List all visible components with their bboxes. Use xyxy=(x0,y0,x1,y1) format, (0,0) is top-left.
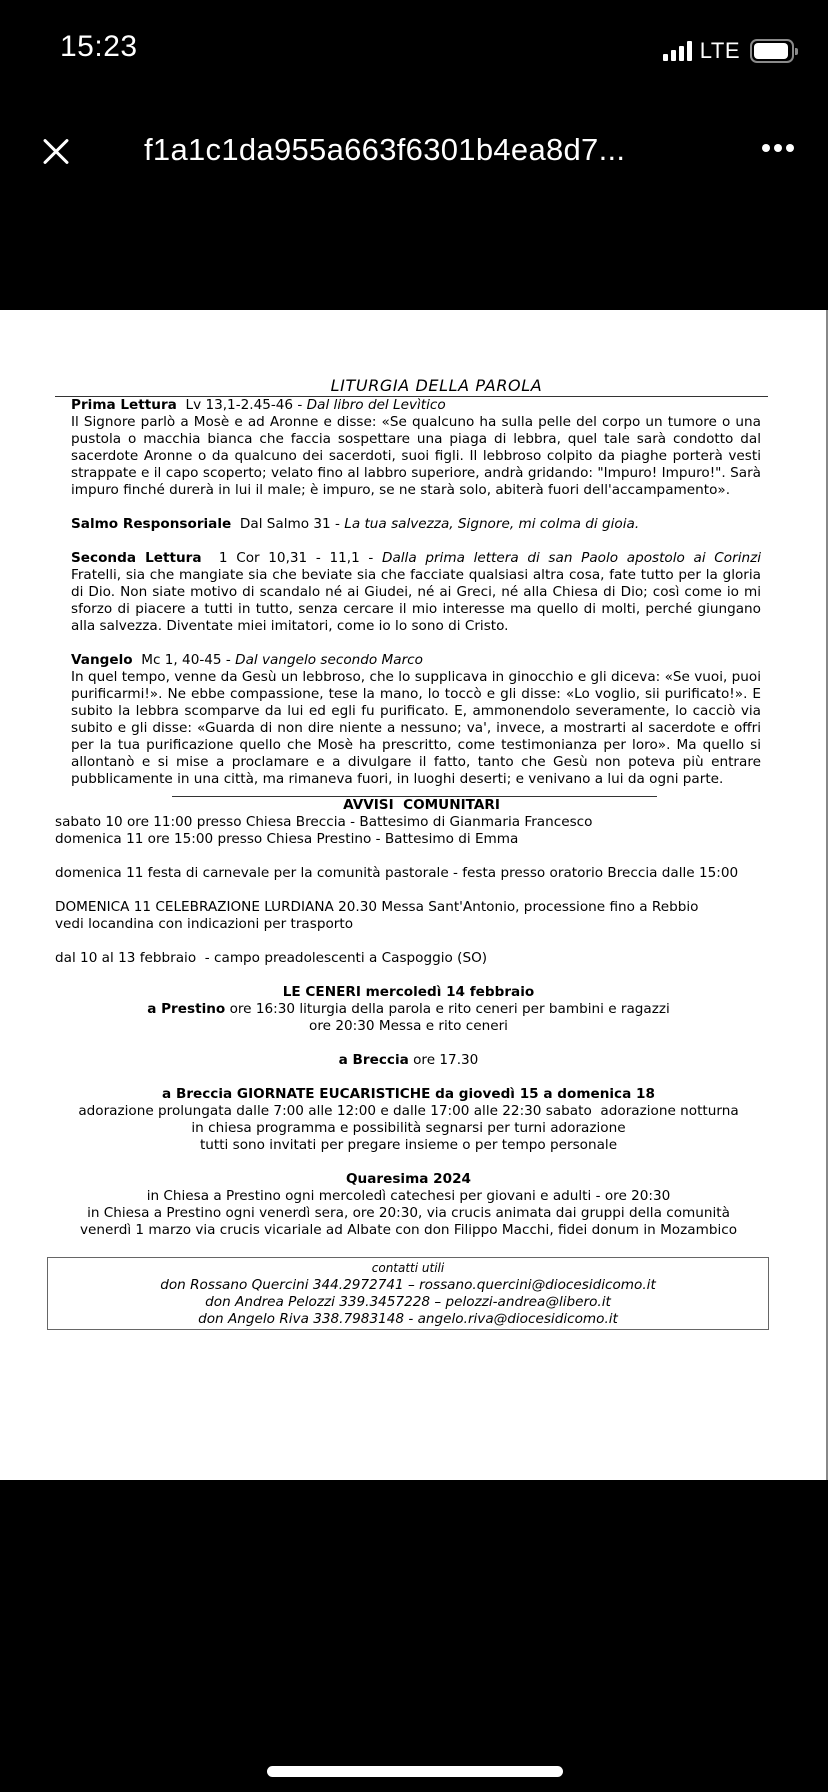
contact-line: don Andrea Pelozzi 339.3457228 – pelozzi-andrea@libero.it xyxy=(205,1294,611,1310)
home-indicator[interactable] xyxy=(267,1766,563,1777)
status-indicators xyxy=(663,38,794,64)
reading-text: Il Signore parlò a Mosè e ad Aronne e disse: «Se qualcuno ha sulla pelle del corpo un tumore o una pustola o macchia bianca che faccia sospettare una piaga di lebbra, quel tale sarà condotto dal sacerdote Aronne o da qualcuno dei sacerdoti, suoi figli. Il lebbroso colpito da piaghe porterà vesti strappate e il capo scoperto; velato fino al labbro superiore, andrà gridando: "Impuro! Impuro!". Sarà impuro finché durerà in lui il male; è impuro, se ne starà solo, abiterà fuori dell'accampamento». xyxy=(71,414,761,498)
status-bar xyxy=(0,0,828,100)
reading-source: Dal libro del Levìtico xyxy=(306,397,446,413)
reading-label: Salmo Responsoriale xyxy=(71,516,232,532)
quaresima-section xyxy=(55,1171,762,1239)
notices-list xyxy=(55,814,762,1330)
close-icon[interactable] xyxy=(36,132,76,172)
network-type: LTE xyxy=(699,38,740,63)
reading-second xyxy=(71,550,761,635)
contacts-box xyxy=(47,1257,769,1330)
contact-line: don Rossano Quercini 344.2972741 – rossano.quercini@diocesidicomo.it xyxy=(160,1277,656,1293)
notice-line: dal 10 al 13 febbraio - campo preadolescenti a Caspoggio (SO) xyxy=(55,950,488,966)
event-text: tutti sono invitati per pregare insieme o per tempo personale xyxy=(199,1137,618,1153)
event-text: in Chiesa a Prestino ogni mercoledì catechesi per giovani e adulti - ore 20:30 xyxy=(146,1188,671,1204)
reading-first xyxy=(71,397,761,499)
reading-gospel xyxy=(71,652,761,788)
section-title: Quaresima 2024 xyxy=(346,1171,471,1187)
event-text: adorazione prolungata dalle 7:00 alle 12:00 e dalle 17:00 alle 22:30 sabato adorazione notturna xyxy=(78,1103,739,1119)
section-title: LE CENERI mercoledì 14 febbraio xyxy=(282,984,535,1000)
location-label: a Prestino xyxy=(147,1001,226,1017)
reading-text: In quel tempo, venne da Gesù un lebbroso, che lo supplicava in ginocchio e gli diceva: «Se vuoi, puoi purificarmi!». Ne ebbe compassione, tese la mano, lo toccò e gli disse: «Lo voglio, sii purificato!». E subito la lebbra scomparve da lui ed egli fu purificato. E, ammonendolo severamente, lo cacciò via subito e gli disse: «Guarda di non dire niente a nessuno; va', invece, a mostrarti al sacerdote e offri per la tua purificazione quello che Mosè ha prescritto, come testimonianza per loro». Ma quello si allontanò e si mise a proclamare e a divulgare il fatto, tanto che Gesù non poteva più entrare pubblicamente in una città, ma rimaneva fuori, in luoghi deserti; e venivano a lui da ogni parte. xyxy=(71,669,761,787)
battery-icon xyxy=(750,39,794,63)
notice-line: DOMENICA 11 CELEBRAZIONE LURDIANA 20.30 Messa Sant'Antonio, processione fino a Rebbio xyxy=(55,899,699,915)
reading-source: La tua salvezza, Signore, mi colma di gioia. xyxy=(344,516,640,532)
status-time: 15:23 xyxy=(60,30,138,63)
signal-bars-icon xyxy=(663,41,692,61)
reading-ref: Lv 13,1-2.45-46 - xyxy=(185,397,307,413)
contacts-label: contatti utili xyxy=(371,1261,445,1275)
more-icon[interactable] xyxy=(762,144,794,152)
event-text: ore 16:30 liturgia della parola e rito ceneri per bambini e ragazzi xyxy=(225,1001,670,1017)
notice-line: domenica 11 festa di carnevale per la comunità pastorale - festa presso oratorio Breccia dalle 15:00 xyxy=(55,865,739,881)
reading-ref: Mc 1, 40-45 - xyxy=(141,652,236,668)
reading-text: Fratelli, sia che mangiate sia che beviate sia che facciate qualsiasi altra cosa, fate tutto per la gloria di Dio. Non siate motivo di scandalo né ai Giudei, né ai Greci, né alla Chiesa di Dio; così come io mi sforzo di piacere a tutti in tutto, senza cercare il mio interesse ma quello di molti, perché giungano alla salvezza. Diventate miei imitatori, come io lo sono di Cristo. xyxy=(71,567,761,634)
notice-line: sabato 10 ore 11:00 presso Chiesa Breccia - Battesimo di Gianmaria Francesco xyxy=(55,814,593,830)
ceneri-section xyxy=(55,984,762,1069)
location-label: a Breccia xyxy=(338,1052,409,1068)
event-text: venerdì 1 marzo via crucis vicariale ad Albate con don Filippo Macchi, fidei donum in Mozambico xyxy=(79,1222,738,1238)
reading-source: Dalla prima lettera di san Paolo apostolo ai Corinzi xyxy=(381,550,762,566)
reading-psalm xyxy=(71,516,761,533)
notice-line: domenica 11 ore 15:00 presso Chiesa Prestino - Battesimo di Emma xyxy=(55,831,519,847)
document-title: f1a1c1da955a663f6301b4ea8d7... xyxy=(144,132,626,167)
event-text: in chiesa programma e possibilità segnarsi per turni adorazione xyxy=(191,1120,626,1136)
reading-label: Vangelo xyxy=(71,652,133,668)
document-content xyxy=(55,376,770,1330)
avvisi-title: AVVISI COMUNITARI xyxy=(343,797,500,813)
page-heading: LITURGIA DELLA PAROLA xyxy=(330,376,543,395)
event-text: ore 17.30 xyxy=(408,1052,479,1068)
reading-source: Dal vangelo secondo Marco xyxy=(235,652,423,668)
section-title: a Breccia GIORNATE EUCARISTICHE da giovedì 15 a domenica 18 xyxy=(162,1086,655,1102)
document-page[interactable] xyxy=(0,310,828,1480)
reading-ref: Dal Salmo 31 - xyxy=(239,516,345,532)
reading-ref: 1 Cor 10,31 - 11,1 - xyxy=(218,550,382,566)
eucaristiche-section xyxy=(55,1086,762,1154)
event-text: in Chiesa a Prestino ogni venerdì sera, ore 20:30, via crucis animata dai gruppi della comunità xyxy=(87,1205,730,1221)
contact-line: don Angelo Riva 338.7983148 - angelo.riva@diocesidicomo.it xyxy=(198,1311,618,1327)
notice-line: vedi locandina con indicazioni per trasporto xyxy=(55,916,354,932)
reading-label: Prima Lettura xyxy=(71,397,177,413)
viewer-nav-bar xyxy=(0,110,828,190)
reading-label: Seconda Lettura xyxy=(71,550,202,566)
event-text: ore 20:30 Messa e rito ceneri xyxy=(309,1018,508,1034)
